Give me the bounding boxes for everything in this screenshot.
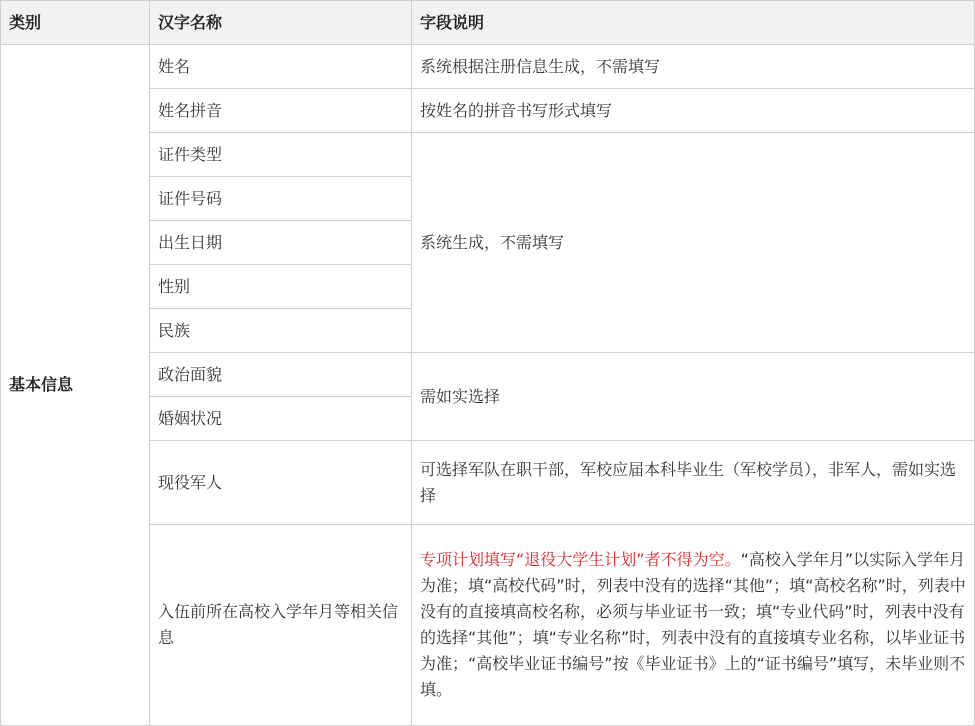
category-cell: 基本信息 <box>1 45 150 726</box>
field-name: 婚姻状况 <box>150 397 412 441</box>
highlight-text: 专项计划填写“退役大学生计划”者不得为空。 <box>420 550 741 569</box>
field-name: 出生日期 <box>150 221 412 265</box>
field-name: 证件类型 <box>150 133 412 177</box>
field-description: 可选择军队在职干部，军校应届本科毕业生（军校学员），非军人，需如实选择 <box>412 441 975 525</box>
field-name: 姓名 <box>150 45 412 89</box>
field-name: 政治面貌 <box>150 353 412 397</box>
field-name: 证件号码 <box>150 177 412 221</box>
field-name: 民族 <box>150 309 412 353</box>
header-category: 类别 <box>1 1 150 45</box>
field-description: 需如实选择 <box>412 353 975 441</box>
field-name: 现役军人 <box>150 441 412 525</box>
field-name: 入伍前所在高校入学年月等相关信息 <box>150 525 412 726</box>
field-description: 按姓名的拼音书写形式填写 <box>412 89 975 133</box>
table-header-row <box>1 1 975 45</box>
description-text: “高校入学年月”以实际入学年月为准；填“高校代码”时，列表中没有的选择“其他”；填“高校名称”时，列表中没有的直接填高校名称，必须与毕业证书一致；填“专业代码”时，列表中没有的选择“其他”；填“专业名称”时，列表中没有的直接填专业名称，以毕业证书为准；“高校毕业证书编号”按《毕业证书》上的“证书编号”填写，未毕业则不填。 <box>420 550 966 699</box>
field-name: 姓名拼音 <box>150 89 412 133</box>
field-description <box>412 525 975 726</box>
header-field-name: 汉字名称 <box>150 1 412 45</box>
field-name: 性别 <box>150 265 412 309</box>
table-row <box>1 45 975 89</box>
field-description: 系统根据注册信息生成，不需填写 <box>412 45 975 89</box>
field-description: 系统生成，不需填写 <box>412 133 975 353</box>
header-field-description: 字段说明 <box>412 1 975 45</box>
